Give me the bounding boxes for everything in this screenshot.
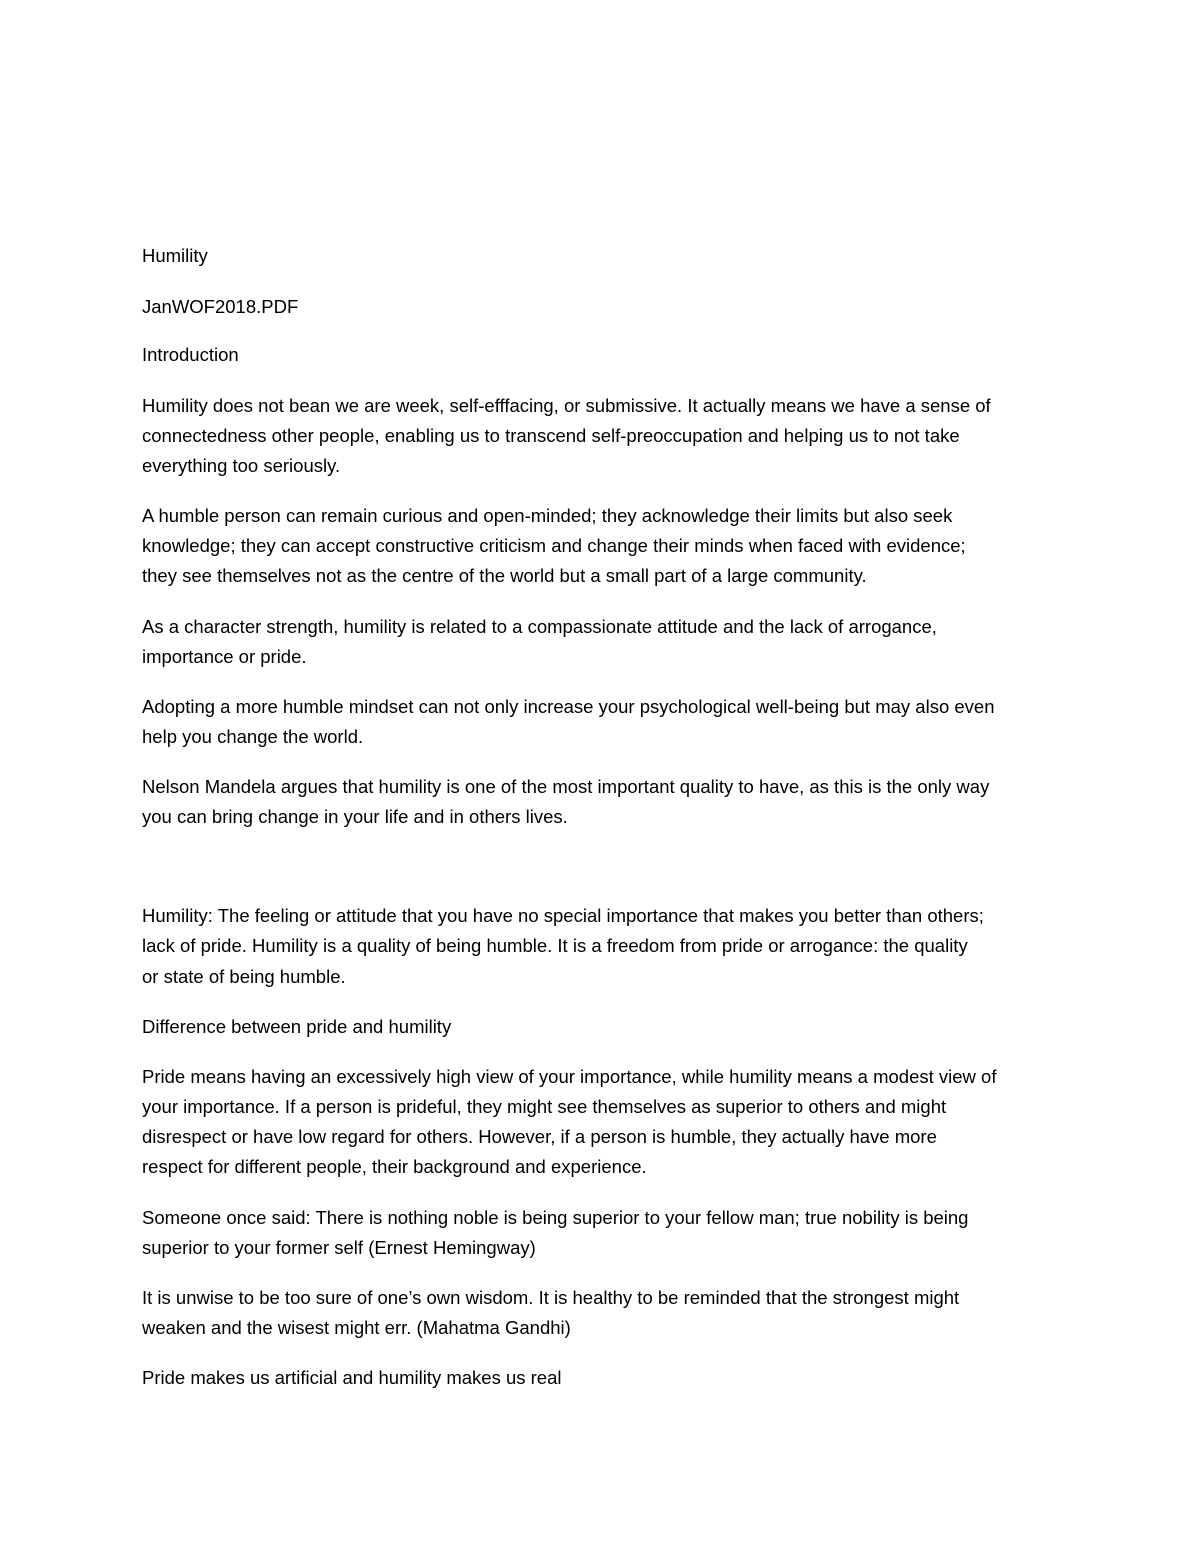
quote-line: Someone once said: There is nothing noble is being superior to your fellow man; true nobility is being: [142, 1207, 969, 1228]
paragraph-line: you can bring change in your life and in others lives.: [142, 806, 568, 827]
paragraph-line: Pride means having an excessively high view of your importance, while humility means a modest view of: [142, 1066, 997, 1087]
paragraph-line: everything too seriously.: [142, 455, 341, 476]
definition-line: lack of pride. Humility is a quality of being humble. It is a freedom from pride or arrogance: the quality: [142, 935, 968, 956]
paragraph-line: As a character strength, humility is related to a compassionate attitude and the lack of arrogance,: [142, 616, 937, 637]
quote-line: superior to your former self (Ernest Hemingway): [142, 1237, 536, 1258]
paragraph-line: Adopting a more humble mindset can not only increase your psychological well-being but may also even: [142, 696, 995, 717]
paragraph-line: Humility does not bean we are week, self-efffacing, or submissive. It actually means we have a sense of: [142, 395, 991, 416]
definition-line: Humility: The feeling or attitude that you have no special importance that makes you better than others;: [142, 905, 984, 926]
source-filename: JanWOF2018.PDF: [142, 296, 299, 317]
paragraph-line: they see themselves not as the centre of the world but a small part of a large community.: [142, 565, 867, 586]
paragraph-line: help you change the world.: [142, 726, 364, 747]
paragraph-line: respect for different people, their background and experience.: [142, 1156, 647, 1177]
paragraph-line: importance or pride.: [142, 646, 307, 667]
quote-line: It is unwise to be too sure of one’s own wisdom. It is healthy to be reminded that the strongest might: [142, 1287, 960, 1308]
quote-line: weaken and the wisest might err. (Mahatma Gandhi): [142, 1317, 571, 1338]
paragraph-line: disrespect or have low regard for others. However, if a person is humble, they actually have more: [142, 1126, 937, 1147]
intro-heading: Introduction: [142, 344, 239, 365]
definition-line: or state of being humble.: [142, 966, 346, 987]
paragraph-line: A humble person can remain curious and open-minded; they acknowledge their limits but also seek: [142, 505, 953, 526]
paragraph-line: your importance. If a person is prideful, they might see themselves as superior to others and might: [142, 1096, 947, 1117]
difference-heading: Difference between pride and humility: [142, 1016, 452, 1037]
paragraph-line: Nelson Mandela argues that humility is one of the most important quality to have, as this is the only way: [142, 776, 990, 797]
closing-line: Pride makes us artificial and humility makes us real: [142, 1367, 562, 1388]
document-title: Humility: [142, 245, 208, 266]
paragraph-line: knowledge; they can accept constructive criticism and change their minds when faced with evidence;: [142, 535, 966, 556]
paragraph-line: connectedness other people, enabling us to transcend self-preoccupation and helping us to not take: [142, 425, 960, 446]
